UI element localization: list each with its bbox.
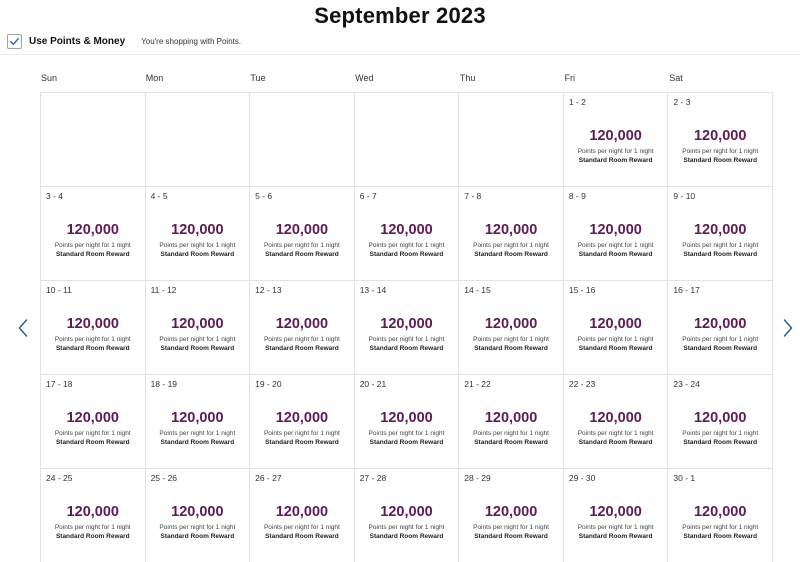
stay-dates: 3 - 4 <box>46 191 64 201</box>
points-per-night-label: Points per night for 1 night <box>368 430 445 437</box>
points-per-night-label: Points per night for 1 night <box>682 430 759 437</box>
stay-dates: 8 - 9 <box>568 191 586 201</box>
points-per-night-label: Points per night for 1 night <box>368 242 445 249</box>
stay-dates: 14 - 15 <box>464 285 491 295</box>
points-per-night-label: Points per night for 1 night <box>577 148 654 155</box>
calendar-cell[interactable] <box>355 375 460 469</box>
points-price: 120,000 <box>693 222 747 238</box>
points-price: 120,000 <box>589 316 642 332</box>
stay-dates: 13 - 14 <box>359 285 387 295</box>
points-per-night-label: Points per night for 1 night <box>577 242 654 249</box>
stay-dates: 30 - 1 <box>673 473 696 483</box>
stay-dates: 26 - 27 <box>255 473 282 483</box>
reward-type: Standard Room Reward <box>683 439 758 446</box>
points-per-night-label: Points per night for 1 night <box>682 148 759 155</box>
points-price: 120,000 <box>484 504 538 520</box>
stay-dates: 4 - 5 <box>150 191 168 201</box>
reward-type: Standard Room Reward <box>55 345 130 352</box>
points-price: 120,000 <box>380 410 433 426</box>
stay-dates: 9 - 10 <box>673 191 696 201</box>
calendar-cell[interactable] <box>355 469 460 562</box>
points-per-night-label: Points per night for 1 night <box>682 242 759 249</box>
calendar-cell[interactable] <box>668 469 773 562</box>
reward-type: Standard Room Reward <box>683 251 758 258</box>
calendar-cell[interactable] <box>41 469 146 562</box>
reward-type: Standard Room Reward <box>578 439 653 446</box>
reward-type: Standard Room Reward <box>160 533 235 540</box>
reward-type: Standard Room Reward <box>578 157 653 164</box>
stay-dates: 20 - 21 <box>359 379 387 389</box>
stay-dates: 11 - 12 <box>150 285 177 295</box>
points-per-night-label: Points per night for 1 night <box>473 430 549 437</box>
reward-type: Standard Room Reward <box>55 533 130 540</box>
points-per-night-label: Points per night for 1 night <box>263 336 340 343</box>
calendar-cell[interactable] <box>41 375 146 469</box>
points-per-night-label: Points per night for 1 night <box>682 336 759 343</box>
calendar-cell[interactable] <box>668 281 773 375</box>
calendar-cell[interactable] <box>459 469 564 562</box>
points-price: 120,000 <box>589 222 642 238</box>
month-title: September 2023 <box>314 3 486 28</box>
points-price: 120,000 <box>66 504 119 520</box>
points-price: 120,000 <box>693 410 747 426</box>
calendar-cell[interactable] <box>146 469 251 562</box>
stay-dates: 7 - 8 <box>464 191 482 201</box>
reward-type: Standard Room Reward <box>265 439 339 446</box>
stay-dates: 28 - 29 <box>464 473 491 483</box>
points-per-night-label: Points per night for 1 night <box>368 336 445 343</box>
points-price: 120,000 <box>484 410 538 426</box>
stay-dates: 12 - 13 <box>255 285 282 295</box>
calendar-cell[interactable] <box>668 375 773 469</box>
stay-dates: 25 - 26 <box>150 473 178 483</box>
reward-type: Standard Room Reward <box>55 251 130 258</box>
calendar-cell[interactable] <box>564 93 669 187</box>
points-per-night-label: Points per night for 1 night <box>159 242 236 249</box>
points-per-night-label: Points per night for 1 night <box>159 336 236 343</box>
reward-type: Standard Room Reward <box>683 157 758 164</box>
weekday-label: Mon <box>145 73 164 83</box>
points-price: 120,000 <box>693 128 747 144</box>
points-price: 120,000 <box>484 316 538 332</box>
points-price: 120,000 <box>380 504 433 520</box>
calendar-cell[interactable] <box>355 187 460 281</box>
points-price: 120,000 <box>171 316 224 332</box>
weekday-label: Sun <box>41 73 58 83</box>
points-price: 120,000 <box>589 410 642 426</box>
reward-type: Standard Room Reward <box>265 345 339 352</box>
points-per-night-label: Points per night for 1 night <box>577 430 654 437</box>
reward-type: Standard Room Reward <box>160 439 235 446</box>
stay-dates: 2 - 3 <box>673 97 691 107</box>
points-per-night-label: Points per night for 1 night <box>263 524 340 531</box>
stay-dates: 17 - 18 <box>46 379 73 389</box>
weekday-label: Thu <box>459 73 476 83</box>
points-price: 120,000 <box>171 410 224 426</box>
points-per-night-label: Points per night for 1 night <box>159 524 236 531</box>
points-per-night-label: Points per night for 1 night <box>54 430 131 437</box>
reward-type: Standard Room Reward <box>474 439 548 446</box>
reward-type: Standard Room Reward <box>265 533 339 540</box>
points-price: 120,000 <box>66 222 119 238</box>
chevron-left-icon <box>18 319 28 337</box>
points-price: 120,000 <box>589 504 642 520</box>
points-price: 120,000 <box>171 222 224 238</box>
points-per-night-label: Points per night for 1 night <box>368 524 445 531</box>
calendar-cell-empty <box>146 93 251 187</box>
calendar-cell[interactable] <box>564 375 669 469</box>
reward-type: Standard Room Reward <box>369 533 444 540</box>
points-price: 120,000 <box>275 222 329 238</box>
shopping-with-points-note: You're shopping with Points. <box>141 36 242 46</box>
reward-type: Standard Room Reward <box>474 533 548 540</box>
stay-dates: 22 - 23 <box>568 379 596 389</box>
calendar-cell[interactable] <box>250 187 355 281</box>
calendar-cell[interactable] <box>41 281 146 375</box>
weekday-label: Sat <box>669 73 683 83</box>
points-price: 120,000 <box>275 504 329 520</box>
points-per-night-label: Points per night for 1 night <box>473 336 549 343</box>
reward-type: Standard Room Reward <box>578 251 653 258</box>
header-divider <box>0 54 800 55</box>
weekday-label: Wed <box>355 73 374 83</box>
reward-type: Standard Room Reward <box>160 345 235 352</box>
stay-dates: 27 - 28 <box>359 473 387 483</box>
stay-dates: 10 - 11 <box>46 285 72 295</box>
stay-dates: 29 - 30 <box>568 473 596 483</box>
stay-dates: 1 - 2 <box>568 97 586 107</box>
stay-dates: 16 - 17 <box>673 285 700 295</box>
reward-type: Standard Room Reward <box>474 251 548 258</box>
points-per-night-label: Points per night for 1 night <box>263 430 340 437</box>
weekday-header <box>40 73 773 87</box>
stay-dates: 23 - 24 <box>673 379 700 389</box>
calendar-cell[interactable] <box>355 281 460 375</box>
reward-type: Standard Room Reward <box>265 251 339 258</box>
calendar-grid <box>40 92 773 562</box>
calendar-cell-empty <box>41 93 146 187</box>
reward-type: Standard Room Reward <box>369 251 444 258</box>
stay-dates: 6 - 7 <box>359 191 377 201</box>
calendar-cell-empty <box>459 93 564 187</box>
calendar-cell[interactable] <box>668 93 773 187</box>
use-points-money-checkbox[interactable] <box>7 34 22 49</box>
calendar-cell[interactable] <box>250 375 355 469</box>
points-per-night-label: Points per night for 1 night <box>263 242 340 249</box>
points-price: 120,000 <box>589 128 642 144</box>
calendar-cell[interactable] <box>564 187 669 281</box>
reward-type: Standard Room Reward <box>369 345 444 352</box>
calendar-cell[interactable] <box>459 281 564 375</box>
reward-type: Standard Room Reward <box>578 533 653 540</box>
stay-dates: 24 - 25 <box>46 473 73 483</box>
points-price: 120,000 <box>380 222 433 238</box>
reward-type: Standard Room Reward <box>369 439 444 446</box>
stay-dates: 18 - 19 <box>150 379 178 389</box>
calendar-cell[interactable] <box>146 187 251 281</box>
points-per-night-label: Points per night for 1 night <box>159 430 236 437</box>
calendar-cell[interactable] <box>459 187 564 281</box>
points-per-night-label: Points per night for 1 night <box>682 524 759 531</box>
points-per-night-label: Points per night for 1 night <box>577 336 654 343</box>
calendar-cell[interactable] <box>564 281 669 375</box>
calendar-cell[interactable] <box>146 281 251 375</box>
chevron-right-icon <box>783 319 793 337</box>
points-price: 120,000 <box>275 410 329 426</box>
points-price: 120,000 <box>693 316 747 332</box>
stay-dates: 21 - 22 <box>464 379 491 389</box>
checkmark-icon <box>9 36 20 47</box>
reward-type: Standard Room Reward <box>683 345 758 352</box>
points-per-night-label: Points per night for 1 night <box>473 524 549 531</box>
points-price: 120,000 <box>380 316 433 332</box>
use-points-money-label[interactable]: Use Points & Money <box>29 35 126 47</box>
points-per-night-label: Points per night for 1 night <box>54 524 131 531</box>
reward-type: Standard Room Reward <box>55 439 130 446</box>
points-price: 120,000 <box>484 222 538 238</box>
calendar-cell[interactable] <box>250 469 355 562</box>
points-price: 120,000 <box>275 316 329 332</box>
calendar-cell[interactable] <box>668 187 773 281</box>
calendar-cell[interactable] <box>564 469 669 562</box>
stay-dates: 19 - 20 <box>255 379 282 389</box>
points-per-night-label: Points per night for 1 night <box>54 336 131 343</box>
next-month-button[interactable] <box>781 318 795 338</box>
weekday-label: Fri <box>564 73 576 83</box>
reward-type: Standard Room Reward <box>578 345 653 352</box>
stay-dates: 15 - 16 <box>568 285 596 295</box>
calendar-cell[interactable] <box>41 187 146 281</box>
points-price: 120,000 <box>693 504 747 520</box>
reward-type: Standard Room Reward <box>683 533 758 540</box>
calendar-cell-empty <box>250 93 355 187</box>
calendar-cell-empty <box>355 93 460 187</box>
calendar-cell[interactable] <box>459 375 564 469</box>
points-per-night-label: Points per night for 1 night <box>473 242 549 249</box>
points-per-night-label: Points per night for 1 night <box>577 524 654 531</box>
weekday-label: Tue <box>250 73 266 83</box>
reward-type: Standard Room Reward <box>160 251 235 258</box>
stay-dates: 5 - 6 <box>255 191 273 201</box>
calendar-cell[interactable] <box>250 281 355 375</box>
reward-type: Standard Room Reward <box>474 345 548 352</box>
points-price: 120,000 <box>171 504 224 520</box>
calendar-cell[interactable] <box>146 375 251 469</box>
points-price: 120,000 <box>66 316 119 332</box>
points-per-night-label: Points per night for 1 night <box>54 242 131 249</box>
points-price: 120,000 <box>66 410 119 426</box>
previous-month-button[interactable] <box>16 318 30 338</box>
points-money-option <box>7 33 241 49</box>
